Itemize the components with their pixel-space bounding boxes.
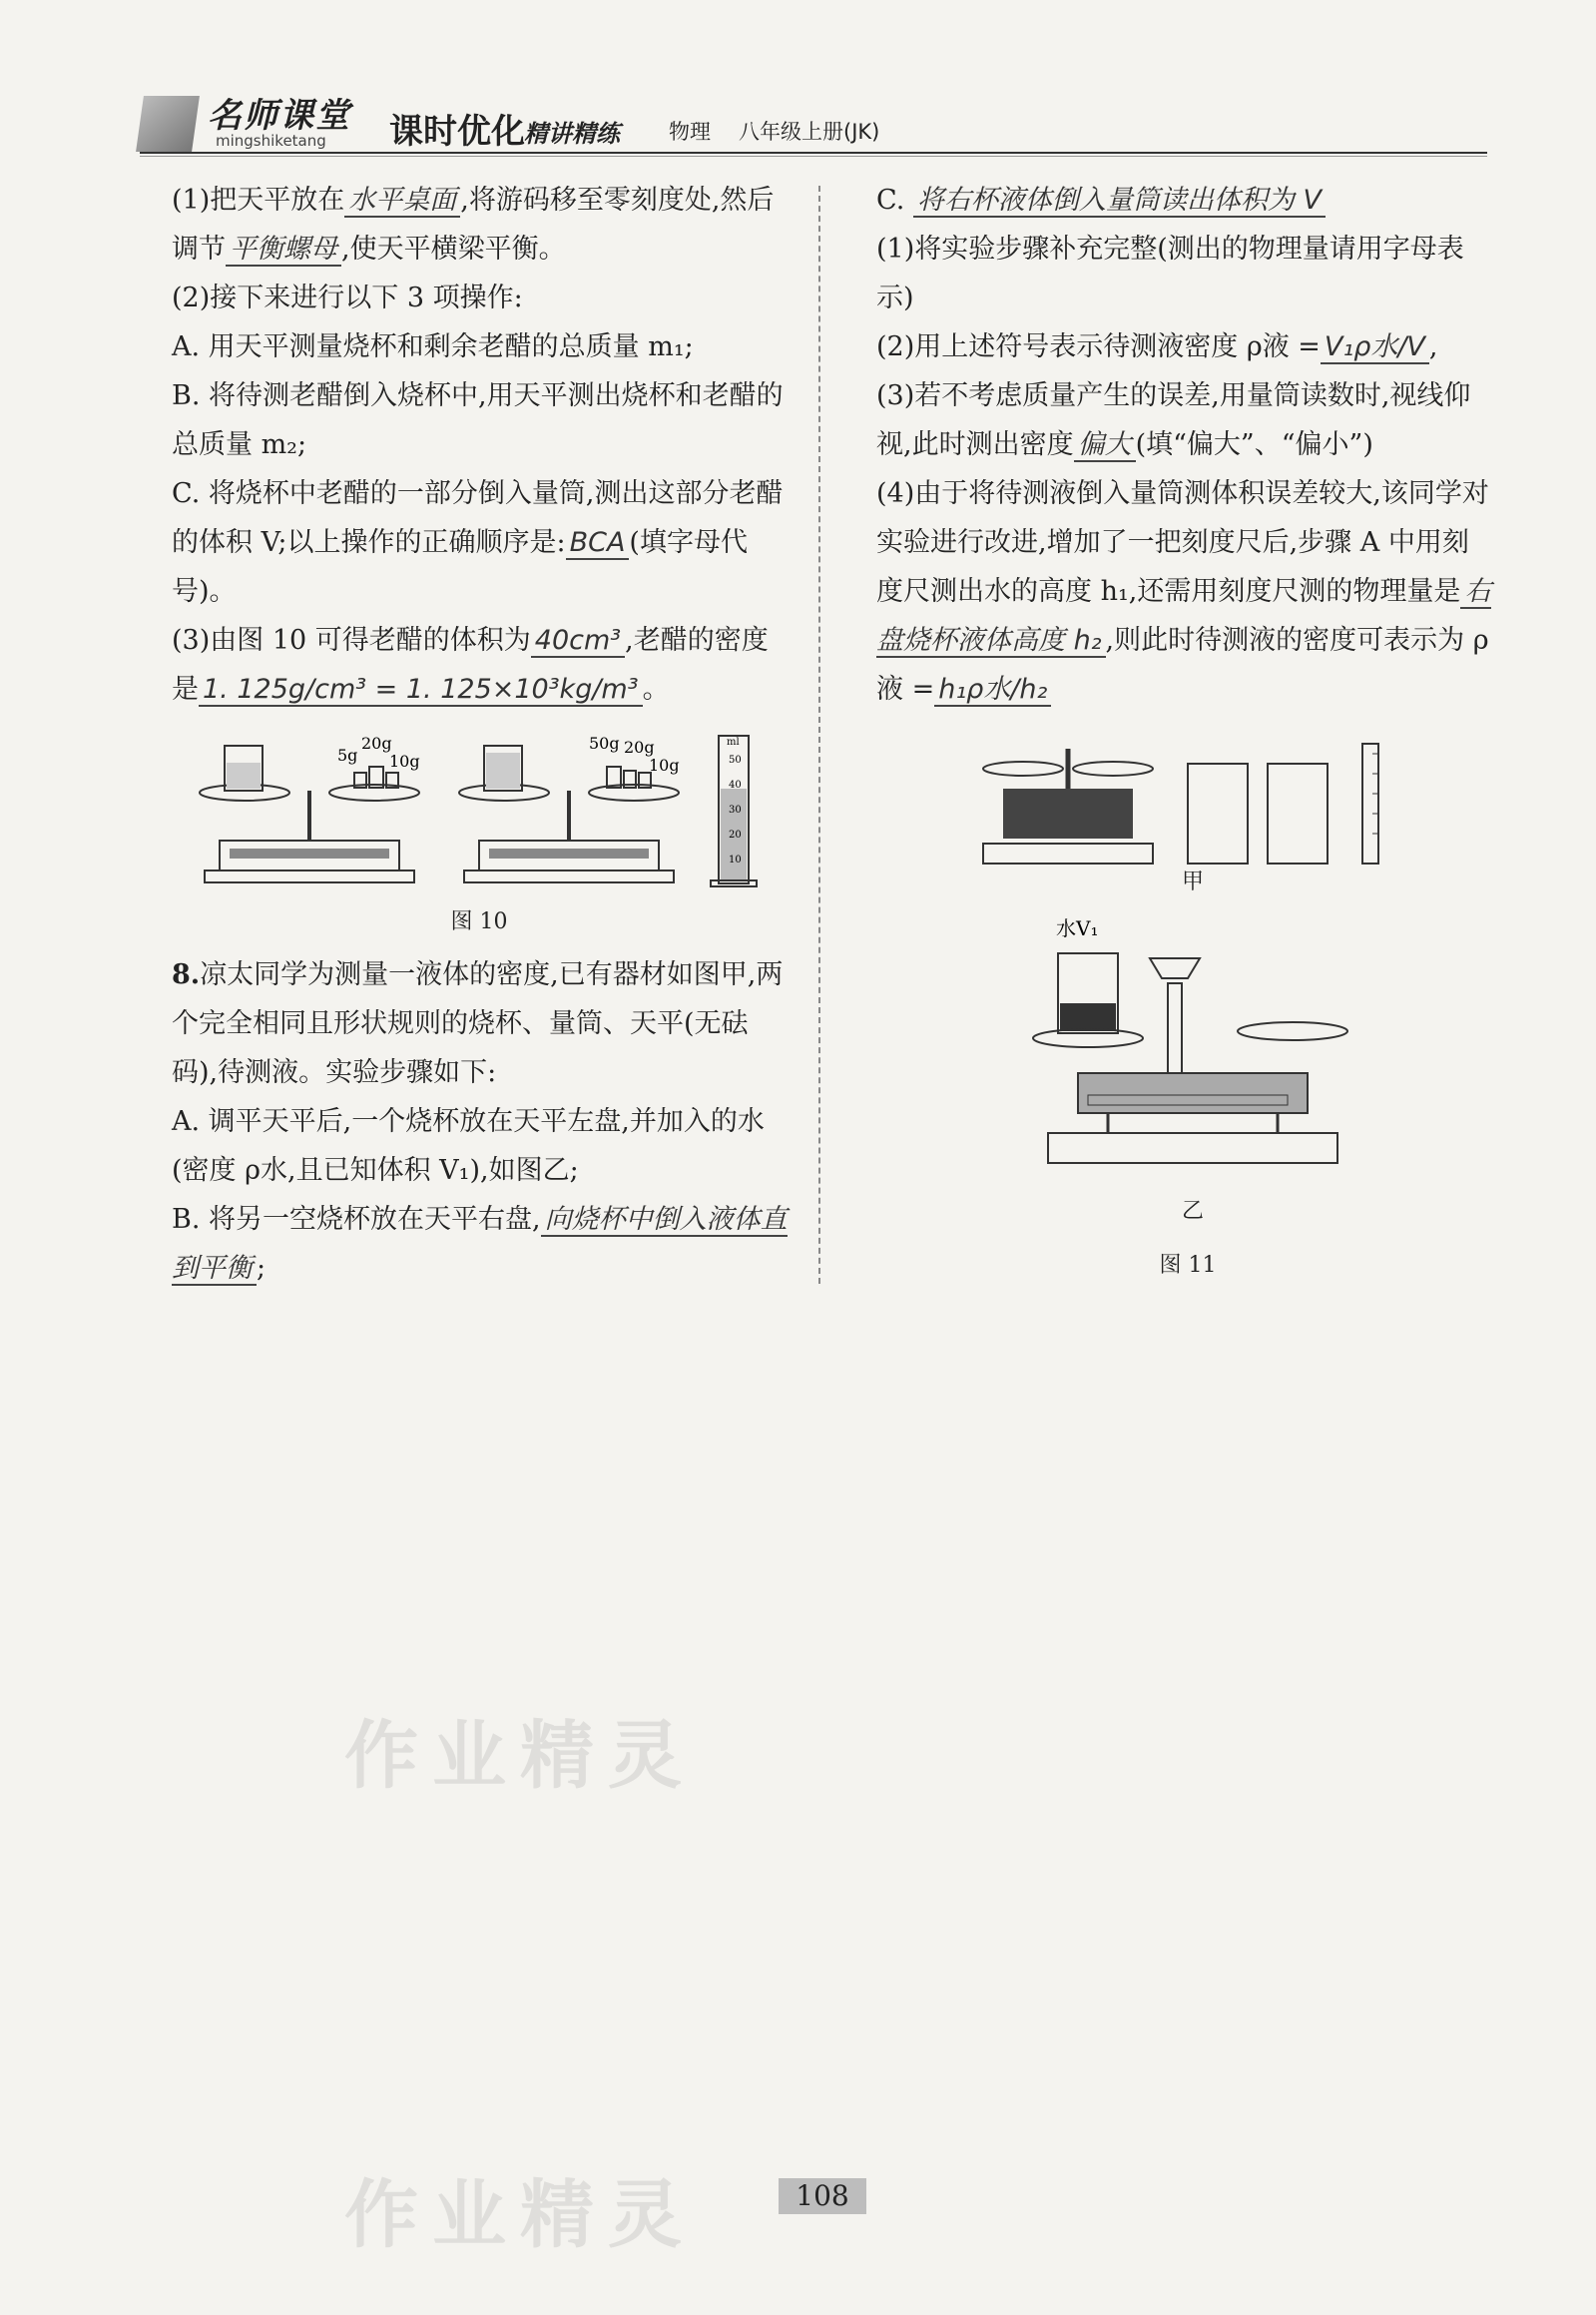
step-c: C. 将烧杯中老醋的一部分倒入量筒,测出这部分老醋的体积 V;以上操作的正确顺序是: BCA (填字母代号)。 [172,478,784,607]
balance-1 [200,734,420,882]
weight-label: 10g [649,756,680,775]
answer-blank: 40cm³ [531,625,625,658]
series-title: 课时优化 [389,112,525,152]
figure-11-jia-label: 甲 [1181,869,1204,894]
brand-logo-icon [136,96,200,152]
question-8 [172,950,791,1293]
cylinder-tick: 50 [729,755,742,766]
figure-11-yi-label: 乙 [1181,1199,1204,1224]
cylinder-tick: 40 [729,780,742,791]
figure-10-caption: 图 10 [450,909,508,934]
watermark: 作业精灵 [344,1713,696,1799]
water-volume-label: 水V₁ [1056,916,1099,940]
answer-blank: 偏大 [1074,429,1136,462]
answer-blank: 1. 125g/cm³ = 1. 125×10³kg/m³ [199,674,643,707]
answer-blank: 将右杯液体倒入量筒读出体积为 V [913,185,1326,218]
column-divider [818,186,820,1284]
answer-blank: 水平桌面 [344,185,460,218]
cylinder-unit: ml [727,737,740,748]
answer-blank: h₁ρ水/h₂ [934,674,1051,707]
figure-11-caption: 图 11 [1159,1253,1217,1278]
question-8-intro: 8.凉太同学为测量一液体的密度,已有器材如图甲,两个完全相同且形状规则的烧杯、量筒、天平(无砝码),待测液。实验步骤如下: [172,959,784,1088]
question-number: 8. [172,959,201,990]
step-a: A. 用天平测量烧杯和剩余老醋的总质量 m₁; [172,331,694,362]
weight-label: 20g [624,738,655,757]
answer-blank: 平衡螺母 [226,234,341,267]
question-8-step-a: A. 调平天平后,一个烧杯放在天平左盘,并加入的水(密度 ρ水,且已知体积 V₁),如图乙; [172,1106,765,1186]
weight-label: 20g [361,734,392,753]
left-column [172,176,791,714]
graduated-cylinder [711,736,757,886]
figure-11-yi [1028,913,1357,1173]
cylinder-tick: 20 [729,830,742,841]
answer-blank: 右盘烧杯液体高度 h₂ [876,576,1492,656]
series-tagline: 精讲精练 [524,119,620,148]
question-part-2: (2)接下来进行以下 3 项操作: [172,283,523,313]
right-part-1: (1)将实验步骤补充完整(测出的物理量请用字母表示) [876,234,1464,313]
brand-pinyin: mingshiketang [216,132,326,150]
answer-blank: BCA [566,527,630,560]
weight-label: 5g [337,746,358,765]
brand-name: 名师课堂 [208,96,351,136]
question-8-step-c: C. 将右杯液体倒入量筒读出体积为 V [876,176,1495,225]
figure-10 [190,731,789,890]
answer-blank: V₁ρ水/V [1321,331,1429,364]
page-header [140,88,1487,158]
weight-label: 10g [389,752,420,771]
page-number: 108 [779,2178,866,2214]
figure-11-jia [978,729,1397,868]
right-part-4: (4)由于将待测液倒入量筒测体积误差较大,该同学对实验进行改进,增加了一把刻度尺后,步骤 A 中用刻度尺测出水的高度 h₁,还需用刻度尺测的物理量是 右盘烧杯液体高度 h₂ ,则此时待测液的密度可表示为 ρ液 = h₁ρ水/h₂ [876,478,1492,705]
grade-label: 八年级上册(JK) [739,120,880,144]
question-8-step-b: B. 将另一空烧杯放在天平右盘, 向烧杯中倒入液体直到平衡 ; [172,1204,788,1284]
cylinder-tick: 10 [729,855,742,866]
right-part-3: (3)若不考虑质量产生的误差,用量筒读数时,视线仰视,此时测出密度 偏大 (填“偏大”、“偏小”) [876,380,1471,460]
weight-label: 50g [589,734,620,753]
cylinder-tick: 30 [729,805,742,816]
header-rule-thin [140,156,1487,157]
balance-2 [459,734,680,882]
right-part-2: (2)用上述符号表示待测液密度 ρ液 = V₁ρ水/V , [876,331,1438,362]
question-part-3: (3)由图 10 可得老醋的体积为 40cm³ ,老醋的密度是 1. 125g/cm³ = 1. 125×10³kg/m³ 。 [172,625,769,705]
watermark: 作业精灵 [344,2172,696,2258]
subject-label: 物理 [669,120,711,144]
answer-blank: 向烧杯中倒入液体直到平衡 [172,1204,788,1284]
right-column [876,176,1495,714]
question-part-1: (1)把天平放在 水平桌面 ,将游码移至零刻度处,然后调节 平衡螺母 ,使天平横梁平衡。 [172,185,775,265]
header-rule [140,152,1487,154]
step-b: B. 将待测老醋倒入烧杯中,用天平测出烧杯和老醋的总质量 m₂; [172,380,784,460]
